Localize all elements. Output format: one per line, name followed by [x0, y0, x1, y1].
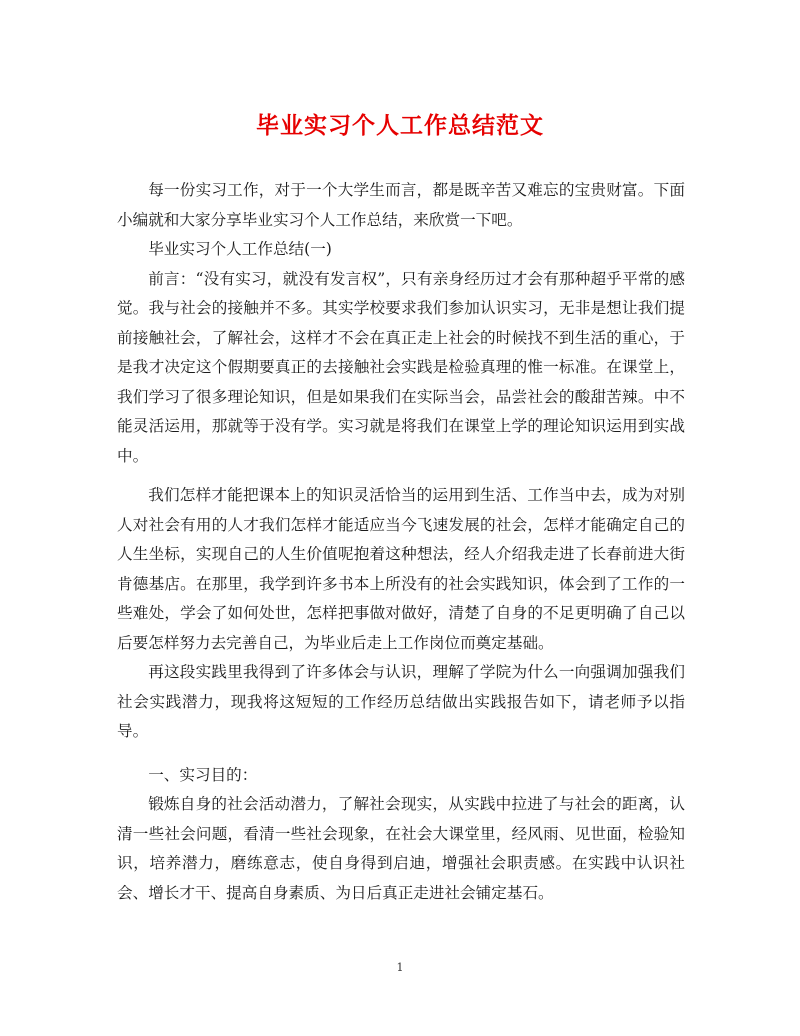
body-paragraph: 我们怎样才能把课本上的知识灵活恰当的运用到生活、工作当中去，成为对别人对社会有用的人才我们怎样才能适应当今飞速发展的社会，怎样才能确定自己的人生坐标，实现自己的人生价值呢抱着这种想法，经人介绍我走进了长春前进大街肯德基店。在那里，我学到许多书本上所没有的社会实践知识，体会到了工作的一些难处，学会了如何处世，怎样把事做对做好，清楚了自身的不足更明确了自己以后要怎样努力去完善自己，为毕业后走上工作岗位而奠定基础。 — [117, 486, 685, 652]
body-paragraph: 再这段实践里我得到了许多体会与认识，理解了学院为什么一向强调加强我们社会实践潜力，现我将这短短的工作经历总结做出实践报告如下，请老师予以指导。 — [117, 663, 685, 740]
section-heading: 毕业实习个人工作总结(一) — [148, 240, 332, 258]
subsection-heading: 一、实习目的： — [148, 765, 258, 784]
document-body — [117, 176, 685, 908]
document-title: 毕业实习个人工作总结范文 — [256, 112, 544, 139]
preface-paragraph: 前言：“没有实习，就没有发言权”，只有亲身经历过才会有那种超乎平常的感觉。我与社会的接触并不多。其实学校要求我们参加认识实习，无非是想让我们提前接触社会，了解社会，这样才不会在真正走上社会的时候找不到生活的重心，于是我才决定这个假期要真正的去接触社会实践是检验真理的惟一标准。在课堂上，我们学习了很多理论知识，但是如果我们在实际当会，品尝社会的酸甜苦辣。中不能灵活运用，那就等于没有学。实习就是将我们在课堂上学的理论知识运用到实战中。 — [117, 269, 685, 465]
intro-paragraph: 每一份实习工作，对于一个大学生而言，都是既辛苦又难忘的宝贵财富。下面小编就和大家分享毕业实习个人工作总结，来欣赏一下吧。 — [117, 181, 685, 229]
page-number: 1 — [396, 961, 404, 974]
body-paragraph: 锻炼自身的社会活动潜力，了解社会现实，从实践中拉进了与社会的距离，认清一些社会问题，看清一些社会现象，在社会大课堂里，经风雨、见世面，检验知识，培养潜力，磨练意志，使自身得到启迪，增强社会职责感。在实践中认识社会、增长才干、提高自身素质、为日后真正走进社会铺定基石。 — [117, 795, 685, 902]
